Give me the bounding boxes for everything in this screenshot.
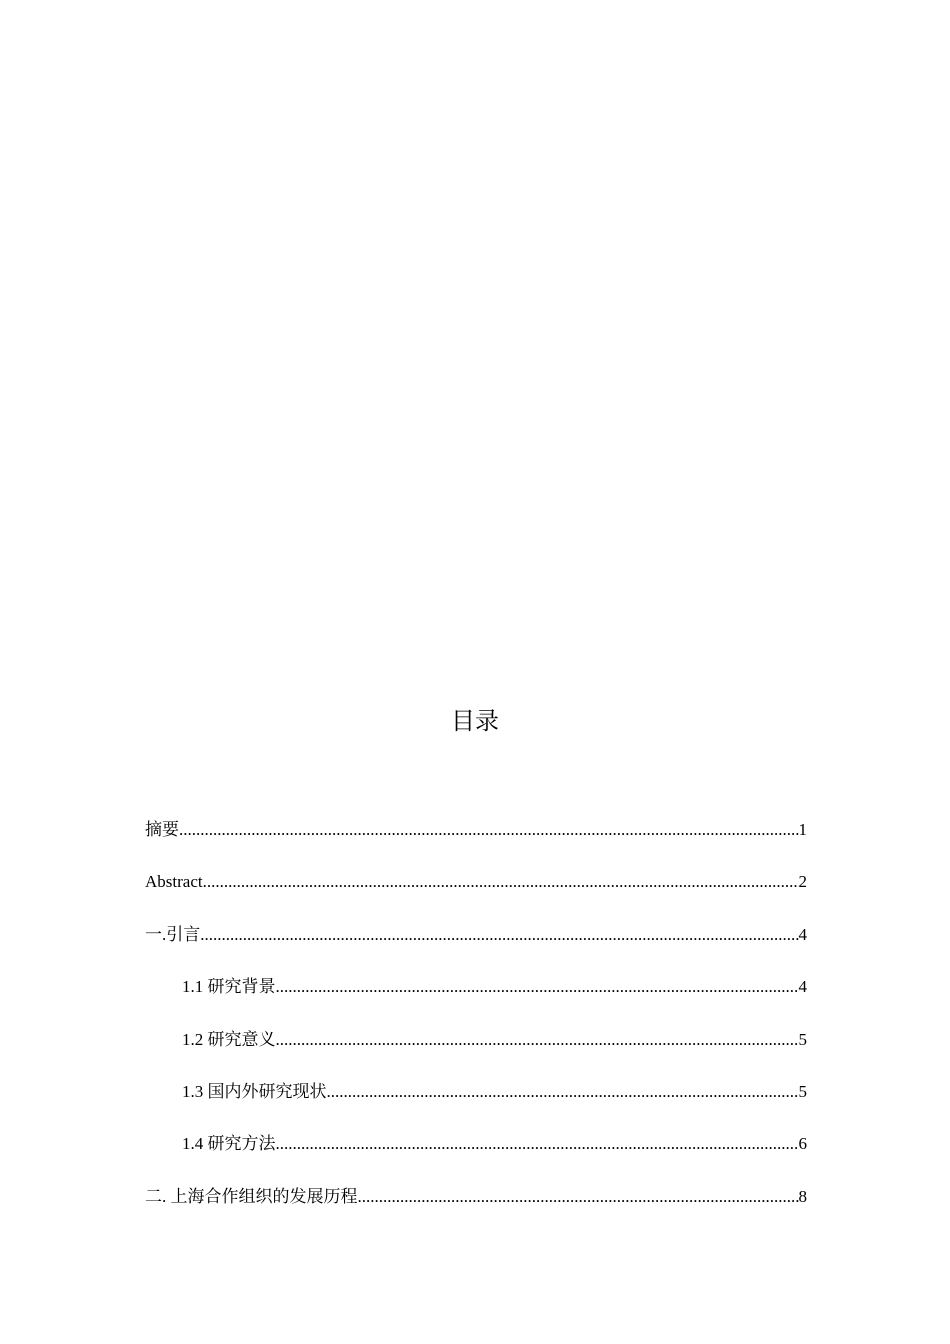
toc-page-number: 4	[798, 977, 807, 997]
toc-entry-section-1-4[interactable]	[145, 1129, 807, 1181]
toc-page-number: 5	[798, 1029, 807, 1049]
table-of-contents	[145, 815, 807, 1234]
toc-page-number: 4	[798, 924, 807, 944]
toc-page-number: 8	[798, 1186, 807, 1206]
toc-entry-section-1-2[interactable]	[145, 1025, 807, 1077]
toc-dot-leader	[327, 1077, 799, 1107]
toc-entry-section-1-1[interactable]	[145, 972, 807, 1024]
toc-dot-leader	[179, 815, 799, 845]
toc-title: 目录	[451, 707, 499, 735]
toc-entry-section-1-3[interactable]	[145, 1077, 807, 1129]
toc-entry-label: 二. 上海合作组织的发展历程	[145, 1186, 358, 1206]
toc-entry-label: 一.引言	[145, 924, 201, 944]
toc-entry-label: 摘要	[145, 820, 179, 839]
toc-entry-label: Abstract	[145, 872, 203, 892]
toc-entry-chapter-2[interactable]	[145, 1182, 807, 1234]
toc-entry-label: 1.3 国内外研究现状	[182, 1081, 327, 1101]
toc-dot-leader	[276, 1129, 799, 1159]
toc-page-number: 6	[798, 1134, 807, 1154]
toc-dot-leader	[276, 972, 799, 1002]
toc-page-number: 5	[798, 1081, 807, 1101]
toc-dot-leader	[276, 1025, 799, 1055]
toc-entry-abstract-cn[interactable]	[145, 815, 807, 867]
toc-entry-chapter-1[interactable]	[145, 920, 807, 972]
toc-entry-abstract-en[interactable]	[145, 867, 807, 919]
toc-dot-leader	[358, 1182, 799, 1212]
toc-entry-label: 1.4 研究方法	[182, 1134, 276, 1154]
toc-entry-label: 1.2 研究意义	[182, 1029, 276, 1049]
toc-dot-leader	[200, 920, 798, 950]
toc-dot-leader	[203, 867, 799, 897]
toc-page-number: 2	[798, 872, 807, 892]
toc-entry-label: 1.1 研究背景	[182, 977, 276, 997]
toc-page-number: 1	[798, 820, 807, 839]
